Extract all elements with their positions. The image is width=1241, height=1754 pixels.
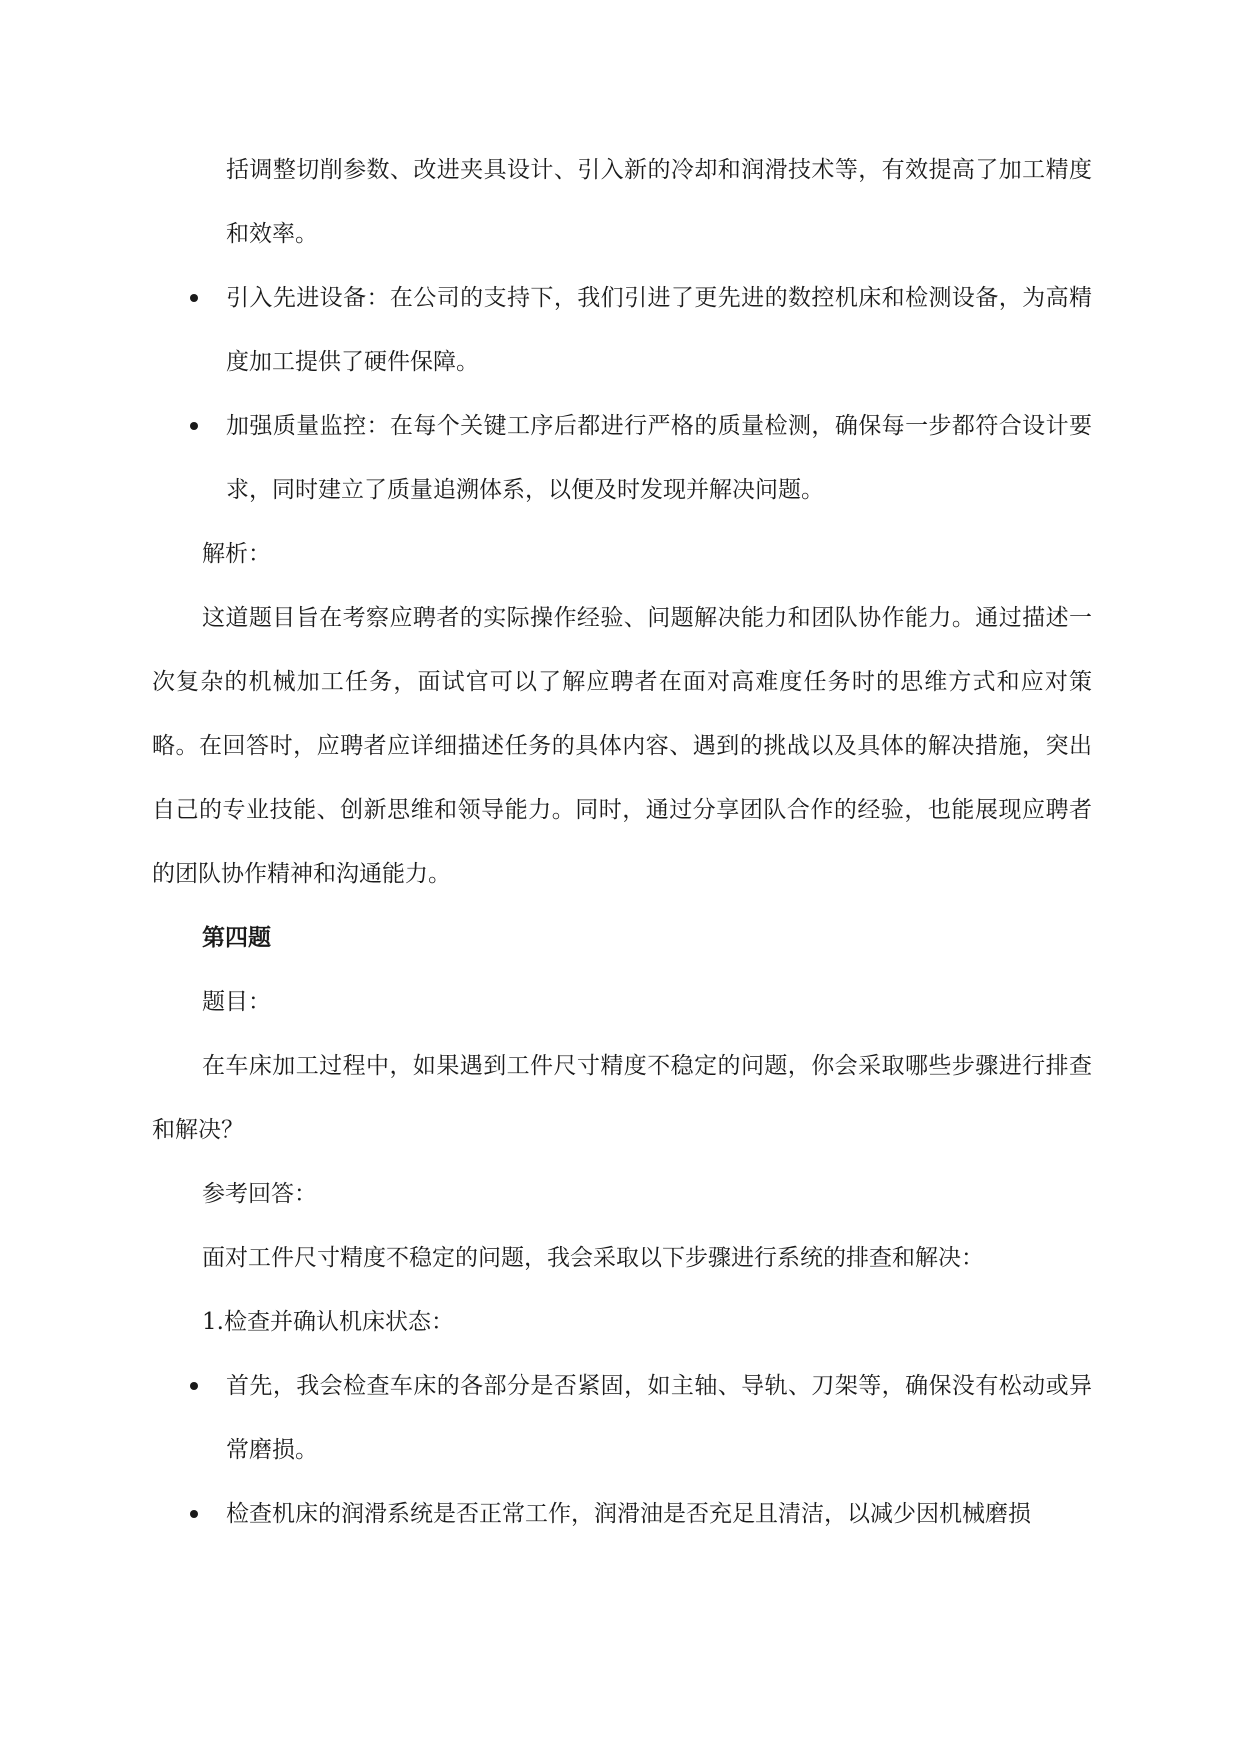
section-heading: 第四题 (202, 924, 271, 951)
bullet-text: 加强质量监控：在每个关键工序后都进行严格的质量检测，确保每一步都符合设计要求，同时建立了质量追溯体系，以便及时发现并解决问题。 (226, 413, 1092, 503)
bullet-continuation-text: 括调整切削参数、改进夹具设计、引入新的冷却和润滑技术等，有效提高了加工精度和效率。 (226, 157, 1092, 247)
question-label: 题目： (202, 989, 271, 1015)
bullet-item-advanced-equipment (152, 266, 1092, 394)
question-paragraph: 在车床加工过程中，如果遇到工件尺寸精度不稳定的问题，你会采取哪些步骤进行排查和解决？ (152, 1053, 1092, 1143)
bullet-dot-icon (190, 294, 198, 302)
bullet-item-check-fastening (152, 1354, 1092, 1482)
document-body (152, 138, 1092, 1546)
bullet-text: 首先，我会检查车床的各部分是否紧固，如主轴、导轨、刀架等，确保没有松动或异常磨损。 (226, 1373, 1092, 1463)
bullet-text: 引入先进设备：在公司的支持下，我们引进了更先进的数控机床和检测设备，为高精度加工提供了硬件保障。 (226, 285, 1092, 375)
bullet-item-quality-monitoring (152, 394, 1092, 522)
bullet-dot-icon (190, 1510, 198, 1518)
bullet-dot-icon (190, 1382, 198, 1390)
answer-intro: 面对工件尺寸精度不稳定的问题，我会采取以下步骤进行系统的排查和解决： (202, 1245, 984, 1271)
bullet-item-check-lubrication (152, 1482, 1092, 1546)
bullet-text: 检查机床的润滑系统是否正常工作，润滑油是否充足且清洁，以减少因机械磨损 (226, 1501, 1031, 1527)
step-one-heading: 1.检查并确认机床状态： (202, 1309, 454, 1335)
analysis-paragraph: 这道题目旨在考察应聘者的实际操作经验、问题解决能力和团队协作能力。通过描述一次复杂的机械加工任务，面试官可以了解应聘者在面对高难度任务时的思维方式和应对策略。在回答时，应聘者应详细描述任务的具体内容、遇到的挑战以及具体的解决措施，突出自己的专业技能、创新思维和领导能力。同时，通过分享团队合作的经验，也能展现应聘者的团队协作精神和沟通能力。 (152, 605, 1092, 887)
bullet-dot-icon (190, 422, 198, 430)
analysis-label: 解析： (202, 541, 271, 567)
reference-answer-label: 参考回答： (202, 1181, 317, 1207)
